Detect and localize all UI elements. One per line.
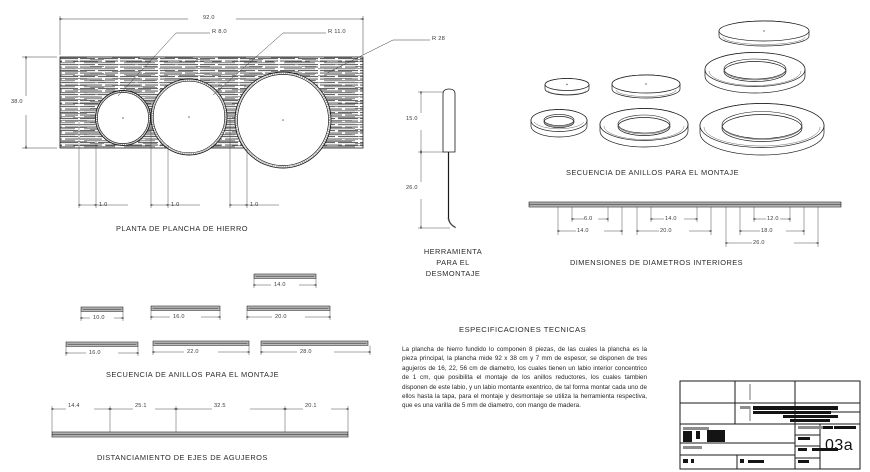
ring-label-10: 10.0 [93,315,105,321]
axis-dim-3: 32.5 [214,403,226,409]
view-plan-plate [22,16,430,208]
inner-dia-c-outer: 26.0 [753,240,765,246]
ring-disc-large [719,21,809,46]
ring-label-22: 22.0 [187,349,199,355]
axis-dim-4: 20.1 [305,403,317,409]
lip-dim-2: 1.0 [171,202,180,208]
view-inner-diameters [529,202,841,247]
caption-plan: PLANTA DE PLANCHA DE HIERRO [116,224,248,233]
lip-dim-3: 1.0 [250,202,259,208]
ring-label-14: 14.0 [274,282,286,288]
plate-hole-medium [151,79,227,155]
caption-inner-diameters: DIMENSIONES DE DIAMETROS INTERIORES [570,258,744,267]
leader-r28-label: R 28 [432,36,446,42]
specs-body: La plancha de hierro fundido lo componen 8 piezas, de las cuales la plancha es la pieza principal, la plancha mide 92 x 38 cm y 7 mm de espesor, se disponen de tres agujeros de 16, 22, 56 cm de diametro, los cuales tienen un labio interior concentrico de 1 cm, que posibilita el montaje de los anillos reductores, los cuales tambien disponen de este labio, y un labio montante exentrico, de tal forma montar cada uno de ellos hasta la tapa, para el montaje y desmontaje se utiliza la herramienta respectiva, que es una varilla de 5 mm de diametro, con mango de madera. [402,346,647,410]
ring-strip-20 [247,306,330,320]
ring-strip-16a [151,306,220,320]
tool-rod [449,152,456,228]
ring-annulus-large-upper [705,53,805,94]
caption-rings-elevation: SECUENCIA DE ANILLOS PARA EL MONTAJE [106,370,279,379]
ring-annulus-medium [600,109,688,148]
title-block-frame [680,381,860,469]
inner-dia-strip [529,202,841,207]
leader-r11-label: R 11.0 [328,29,346,35]
view-rings-isometric [531,21,824,155]
inner-dia-b-outer: 20.0 [660,228,672,234]
dim-plate-width-label: 92.0 [203,15,215,21]
plate-hole-small [96,91,151,146]
inner-dia-a-inner: 6.0 [584,216,593,222]
tool-handle [443,89,455,152]
specs-title: ESPECIFICACIONES TECNICAS [459,325,587,334]
caption-axis-spacing: DISTANCIAMIENTO DE EJES DE AGUJEROS [97,453,268,462]
inner-dia-c-inner: 12.0 [767,216,779,222]
ring-label-16a: 16.0 [173,314,185,320]
view-tool [418,89,456,228]
dim-plate-height-label: 38.0 [11,99,23,105]
dim-plate-height [22,57,57,148]
caption-tool-line1: HERRAMIENTA [423,247,483,256]
view-rings-elevation [66,274,370,356]
sheet-number: 03a [825,437,854,454]
dim-tool-rod-label: 26.0 [406,185,418,191]
ring-label-28: 28.0 [300,349,312,355]
ring-label-16b: 16.0 [89,350,101,356]
ring-strip-16b [66,342,138,356]
axis-dim-2: 25.1 [135,403,147,409]
leader-r8-label: R 8.0 [212,29,227,35]
ring-label-20: 20.0 [275,314,287,320]
inner-dia-group-c [726,207,818,247]
caption-tool-line3: DESMONTAJE [425,269,481,278]
lip-dim-1: 1.0 [99,202,108,208]
inner-dia-a-outer: 14.0 [577,228,589,234]
ring-disc-medium [612,75,680,98]
plate-hole-large [235,72,331,168]
ring-disc-small [545,79,589,96]
ring-annulus-small [531,110,587,138]
axis-dim-1: 14.4 [68,403,80,409]
inner-dia-c-middle: 18.0 [761,228,773,234]
ring-strip-28 [261,341,370,355]
dim-tool-handle-label: 15.0 [406,116,418,122]
view-axis-spacing [52,406,348,437]
inner-dia-b-inner: 14.0 [665,216,677,222]
dim-plate-width [60,16,363,55]
ring-strip-22 [153,341,249,355]
caption-tool-line2: PARA EL [436,258,470,267]
caption-rings-isometric: SECUENCIA DE ANILLOS PARA EL MONTAJE [566,168,739,177]
ring-annulus-large-lower [700,104,824,156]
